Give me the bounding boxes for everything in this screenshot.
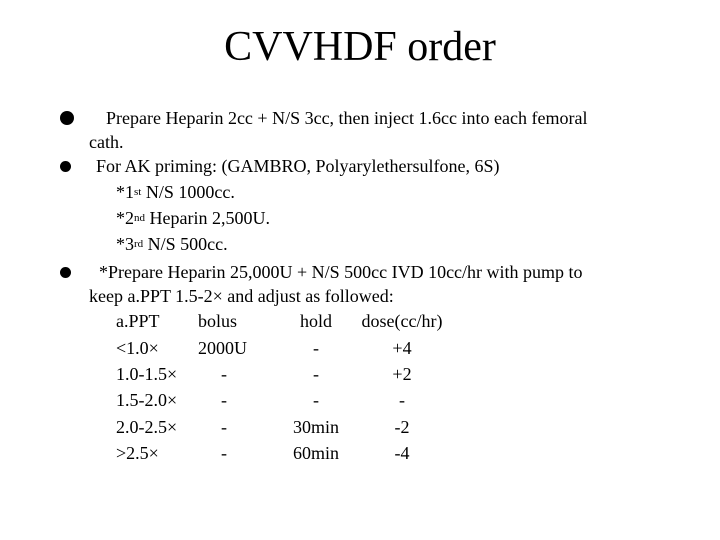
slide-title: CVVHDF order [224, 24, 496, 70]
cell-bolus: - [221, 390, 227, 410]
step-prefix: *1 [116, 182, 134, 202]
bullet-1-line-1: Prepare Heparin 2cc + N/S 3cc, then inject 1.6cc into each femoral [106, 108, 588, 128]
step-text: N/S 1000cc. [141, 182, 235, 202]
cell-dose: -2 [394, 417, 410, 437]
priming-step-2 [116, 207, 270, 229]
cell-hold: - [313, 364, 319, 384]
cell-dose: +4 [392, 338, 412, 358]
bullet-dot-icon [60, 267, 71, 278]
step-prefix: *3 [116, 234, 134, 254]
ordinal-suffix: nd [134, 212, 145, 224]
cell-bolus: - [221, 417, 227, 437]
cell-bolus: - [221, 443, 227, 463]
cell-hold: 60min [292, 443, 339, 463]
header-dose: dose(cc/hr) [361, 311, 443, 331]
step-text: N/S 500cc. [143, 234, 228, 254]
cell-appt: 2.0-2.5× [116, 417, 178, 437]
bullet-2-line-1: For AK priming: (GAMBRO, Polyarylethersulfone, 6S) [96, 156, 500, 176]
cell-appt: 1.5-2.0× [116, 390, 178, 410]
cell-appt: >2.5× [116, 443, 159, 463]
bullet-3-line-1: *Prepare Heparin 25,000U + N/S 500cc IVD 10cc/hr with pump to [99, 262, 583, 282]
header-hold: hold [299, 311, 332, 331]
cell-appt: 1.0-1.5× [116, 364, 178, 384]
cell-hold: - [313, 338, 319, 358]
priming-step-1 [116, 181, 235, 203]
cell-dose: - [399, 390, 405, 410]
cell-hold: 30min [292, 417, 339, 437]
bullet-1-line-2: cath. [89, 132, 124, 152]
bullet-3-line-2: keep a.PPT 1.5-2× and adjust as followed: [89, 286, 394, 306]
cell-hold: - [313, 390, 319, 410]
cell-appt: <1.0× [116, 338, 159, 358]
cell-bolus: 2000U [198, 338, 247, 358]
bullet-dot-icon [60, 111, 74, 125]
priming-step-3 [116, 233, 228, 255]
step-text: Heparin 2,500U. [145, 208, 270, 228]
step-prefix: *2 [116, 208, 134, 228]
ordinal-suffix: rd [134, 238, 144, 250]
header-appt: a.PPT [116, 311, 160, 331]
cell-dose: +2 [392, 364, 412, 384]
cell-bolus: - [221, 364, 227, 384]
bullet-dot-icon [60, 161, 71, 172]
header-bolus: bolus [198, 311, 238, 331]
cell-dose: -4 [394, 443, 410, 463]
ordinal-suffix: st [134, 186, 142, 198]
